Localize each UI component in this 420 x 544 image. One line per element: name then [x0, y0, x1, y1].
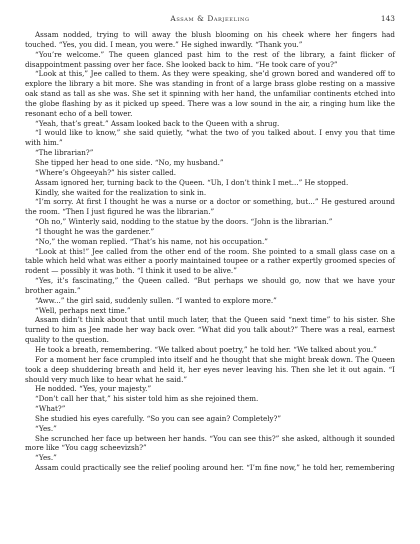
paragraph: “Yes.”: [35, 423, 57, 433]
paragraph: Assam could practically see the relief pooling around her. “I’m fine now,” he told her, remembering: [35, 463, 395, 473]
paragraph: “What?”: [35, 404, 66, 414]
paragraph: “Oh no,” Winterly said, nodding to the statue by the doors. “John is the librarian.”: [35, 217, 333, 227]
paragraph: “I’m sorry. At first I thought he was a nurse or a doctor or something, but...” He gestured around the room. “Then I just figured he was the librarian.”: [25, 197, 395, 217]
paragraph: “Yes, it’s fascinating,” the Queen called. “But perhaps we should go, now that we have your brother again.”: [25, 276, 395, 295]
paragraph: He nodded. “Yes, your majesty.”: [35, 384, 152, 394]
paragraph: Assam ignored her, turning back to the Queen. “Uh, I don’t think I met...” He stopped.: [35, 177, 349, 187]
paragraph: Kindly, she waited for the realization to sink in.: [35, 187, 207, 197]
running-title: Assam & Darjeeling: [170, 14, 250, 23]
paragraph: “The librarian?”: [35, 148, 94, 158]
paragraph: She scrunched her face up between her hands. “You can see this?” she asked, although it sounded more like “You cagg scheevizsh?”: [25, 433, 395, 453]
paragraph: He took a breath, remembering. “We talked about poetry,” he told her. “We talked about you.”: [35, 345, 377, 354]
paragraph: “Where’s Ohgeeyah?” his sister called.: [35, 167, 177, 177]
paragraph: She tipped her head to one side. “No, my husband.”: [35, 157, 224, 167]
paragraph: Assam nodded, trying to will away the blush blooming on his cheek where her fingers had touched. “Yes, you did. I mean, you were.” He sighed inwardly. “Thank you.”: [25, 30, 395, 49]
page-body: [25, 30, 395, 473]
paragraph: “I would like to know,” she said quietly, “what the two of you talked about. I envy you that time with him.”: [25, 128, 395, 148]
running-header: [25, 14, 395, 28]
paragraph: “Aww...” the girl said, suddenly sullen. “I wanted to explore more.”: [35, 295, 277, 305]
paragraph: “Don’t call her that,” his sister told him as she rejoined them.: [35, 394, 259, 404]
paragraph: “Yes.”: [35, 453, 57, 463]
paragraph: Assam didn’t think about that until much later, that the Queen said “next time” to his sister. She turned to him as Jee made her way back over. “What did you talk about?” There was a real, earnest quality to the question.: [25, 315, 395, 345]
paragraph: “You’re welcome.” The queen glanced past him to the rest of the library, a faint flicker of disappointment passing over her face. She looked back to him. “He took care of you?”: [25, 49, 395, 69]
paragraph: “Look at this,” Jee called to them. As they were speaking, she’d grown bored and wandered off to explore the library a bit more. She was standing in front of a large brass globe resting on a massive oak stand as tall as she was. She set it spinning with her hand, the unfamiliar continents etched into the globe flashing by as it picked up speed. There was a low sound in the air, a ringing hum like the resonant echo of a bell tower.: [25, 69, 395, 118]
paragraph: “Well, perhaps next time.”: [35, 305, 131, 315]
paragraph: “Yeah, that’s great.” Assam looked back to the Queen with a shrug.: [35, 118, 280, 128]
paragraph: For a moment her face crumpled into itself and he thought that she might break down. The Queen took a deep shuddering breath and held it, her eyes never leaving his. Then she let it out again. “I should very much like to hear what he said.”: [25, 354, 395, 384]
paragraph: “I thought he was the gardener.”: [35, 226, 155, 236]
page-number: 143: [380, 14, 395, 23]
paragraph: “Look at this!” Jee called from the other end of the room. She pointed to a small glass case on a table which held what was either a poorly maintained toupee or a rather expertly groomed species of rodent — possibly it was both. “I think it used to be alive.”: [25, 246, 395, 276]
paragraph: “No,” the woman replied. “That’s his name, not his occupation.”: [35, 236, 268, 246]
paragraph: She studied his eyes carefully. “So you can see again? Completely?”: [35, 413, 282, 423]
